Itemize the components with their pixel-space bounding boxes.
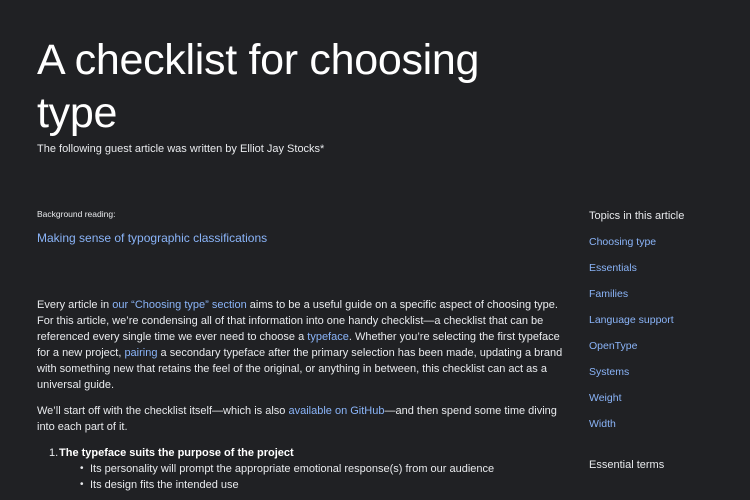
checklist-item [49,445,572,493]
table-of-contents [589,210,739,471]
article-body [37,297,572,493]
typeface-link[interactable]: typeface [307,331,349,343]
toc-item-choosing-type[interactable]: Choosing type [589,236,657,248]
choosing-type-section-link[interactable]: our “Choosing type” section [112,299,247,311]
checklist-subitems [80,461,494,493]
toc-item-systems[interactable]: Systems [589,366,630,378]
checklist-subitem-text: Its design fits the intended use [90,479,239,491]
checklist-subitem-text: Its personality will prompt the appropriate emotional response(s) from our audience [90,463,495,475]
toc-item-opentype[interactable]: OpenType [589,340,638,352]
bullet-icon: • [80,463,84,474]
toc-item-families[interactable]: Families [589,288,629,300]
checklist-item-number: 1. [49,447,59,459]
essential-terms-heading: Essential terms [589,459,665,471]
text-span: Every article in [37,299,113,311]
toc-item-weight[interactable]: Weight [589,392,622,404]
background-reading-link[interactable]: Making sense of typographic classifications [37,231,268,245]
toc-item-essentials[interactable]: Essentials [589,262,637,274]
toc-item-width[interactable]: Width [589,418,616,430]
background-reading-label: Background reading: [37,209,116,219]
text-span: aims to be a useful guide on a specific aspect of choosing type. For this article, we’re condensing all of that information into one handy checklist—a checklist that can be referenced every single time we ever need to choose a [37,299,558,343]
text-span: a secondary typeface after the primary selection has been made, updating a brand with something new that retains the feel of the original, or anything in between, this checklist can act as a universal guide. [37,347,563,391]
checklist-subitem [80,477,494,493]
text-span: We’ll start off with the checklist itself—which is also [37,405,289,417]
toc-item-language-support[interactable]: Language support [589,314,674,326]
pairing-link[interactable]: pairing [124,347,158,359]
page-title: A checklist for choosing type [37,36,480,137]
checklist-intro-paragraph [37,403,572,435]
checklist [49,445,572,493]
text-span: —and then spend some time diving into each part of it. [37,405,557,433]
intro-paragraph [37,297,572,393]
bullet-icon: • [80,479,84,490]
toc-heading: Topics in this article [589,210,685,222]
github-link[interactable]: available on GitHub [288,405,385,417]
article-subtitle: The following guest article was written by Elliot Jay Stocks* [37,143,325,155]
text-span: . Whether you’re selecting the first typeface for a new project, [37,331,560,359]
checklist-item-content [59,445,494,493]
checklist-subitem [80,461,494,477]
checklist-item-title: The typeface suits the purpose of the project [59,447,294,459]
